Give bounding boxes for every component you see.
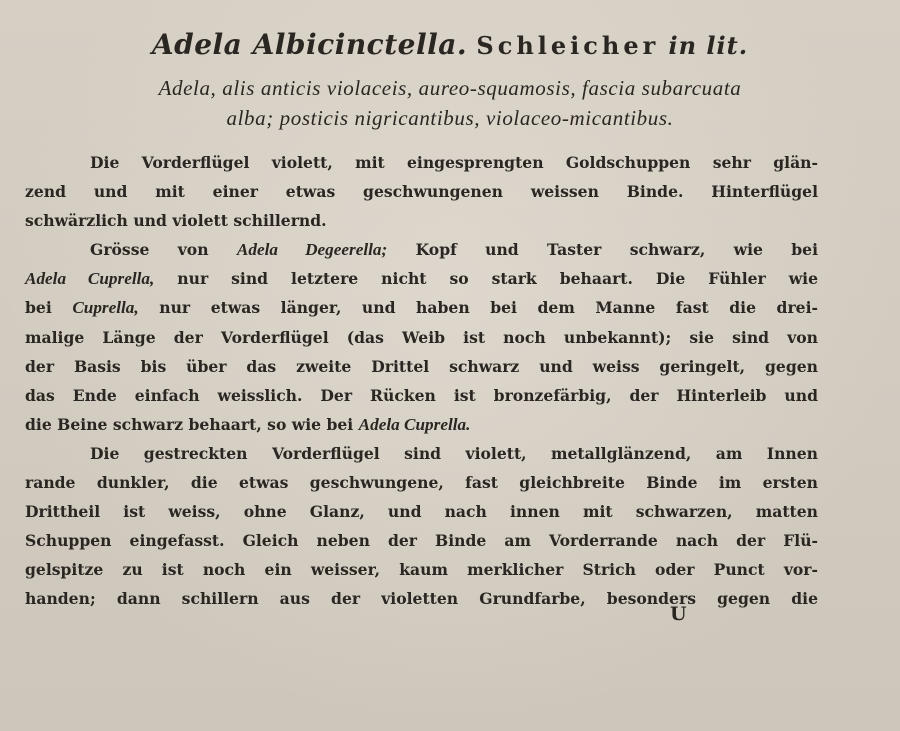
text-line (25, 264, 818, 293)
text-line: der Basis bis über das zweite Drittel schwarz und weiss geringelt, gegen (25, 356, 818, 376)
diagnosis-line-1: Adela, alis anticis violaceis, aureo-squamosis, fascia subarcuata (158, 76, 742, 100)
diagnosis-line-2: alba; posticis nigricantibus, violaceo-micantibus. (226, 106, 674, 130)
text-run: nur etwas länger, und haben bei dem Manne fast die drei- (159, 298, 818, 318)
text-line (25, 410, 818, 439)
species-reference: Adela Cuprella, (25, 269, 155, 289)
text-line: rande dunkler, die etwas geschwungene, fast gleichbreite Binde im ersten (25, 473, 818, 493)
text-run: bei (25, 298, 52, 318)
text-line: Schuppen eingefasst. Gleich neben der Binde am Vorderrande nach der Flü- (25, 531, 818, 551)
text-line: zend und mit einer etwas geschwungenen weissen Binde. Hinterflügel (25, 182, 818, 202)
text-line: malige Länge der Vorderflügel (das Weib ist noch unbekannt); sie sind von (25, 327, 818, 347)
text-line: gelspitze zu ist noch ein weisser, kaum merklicher Strich oder Punct vor- (25, 560, 818, 580)
species-reference: Cuprella, (72, 298, 139, 318)
text-run: Kopf und Taster schwarz, wie bei (415, 240, 819, 260)
text-run: die Beine schwarz behaart, so wie bei (25, 414, 354, 434)
species-reference: Adela Cuprella. (358, 414, 471, 434)
description-text (25, 148, 818, 614)
text-line: Drittheil ist weiss, ohne Glanz, und nach innen mit schwarzen, matten (25, 502, 818, 522)
latin-diagnosis (0, 73, 900, 133)
text-line: schwärzlich und violett schillernd. (25, 211, 327, 231)
signature-mark: U (670, 603, 687, 625)
text-line (25, 235, 818, 264)
author-suffix: in lit. (668, 31, 749, 60)
author-name: Schleicher (476, 31, 660, 60)
species-name: Adela Albicinctella. (151, 28, 468, 61)
species-reference: Adela Degeerella; (236, 240, 388, 260)
text-line: handen; dann schillern aus der violetten Grundfarbe, besonders gegen die (25, 589, 818, 609)
species-heading (0, 26, 900, 64)
text-run: nur sind letztere nicht so stark behaart. Die Fühler wie (177, 269, 819, 289)
text-line (25, 293, 818, 322)
text-line: das Ende einfach weisslich. Der Rücken ist bronzefärbig, der Hinterleib und (25, 385, 818, 405)
text-line: Die gestreckten Vorderflügel sind violett, metallglänzend, am Innen (90, 443, 818, 463)
text-run: Grösse von (90, 240, 209, 260)
text-line: Die Vorderflügel violett, mit eingesprengten Goldschuppen sehr glän- (90, 153, 818, 172)
